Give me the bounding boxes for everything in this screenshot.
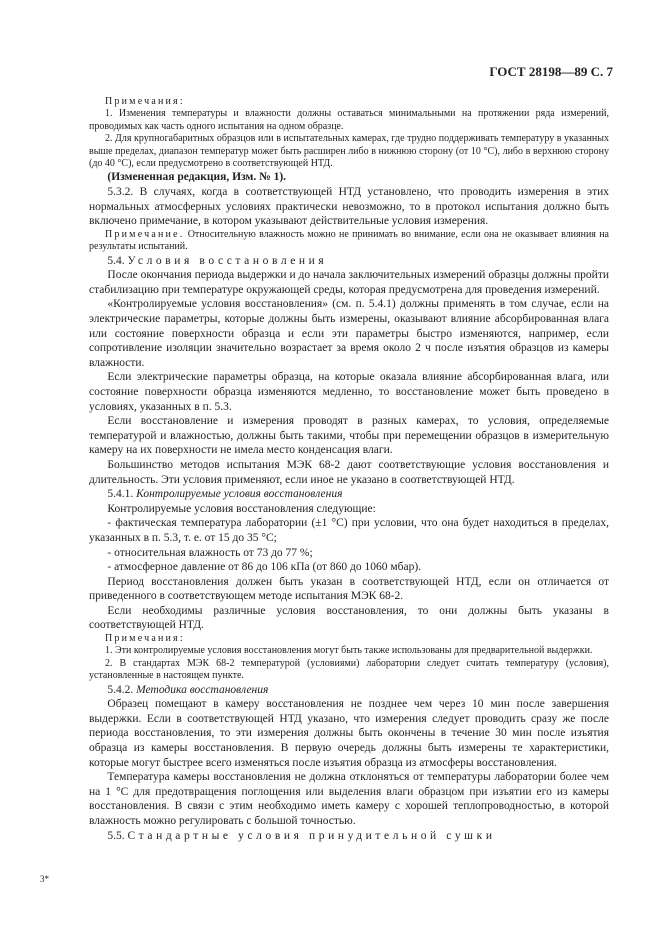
paragraph: Контролируемые условия восстановления следующие: [107,502,376,515]
amendment-note: (Измененная редакция, Изм. № 1). [107,171,287,184]
document-body [89,96,609,843]
paragraph: Большинство методов испытания МЭК 68-2 дают соответствующие условия восстановления и длительность. Эти условия применяют, если иное не указано в соответствующей НТД. [89,458,609,486]
section-number: 5.4.2. [107,683,134,696]
section-title: Контролируемые условия восстановления [136,488,343,501]
section-number: 5.4. [107,254,125,267]
note-item: 2. Для крупногабаритных образцов или в испытательных камерах, где трудно поддерживать температуру в указанных выше пределах, диапазон температур может быть расширен либо в нижнюю сторону (от 10 °С), либо в верхнюю сторону (до 40 °С), если предусмотрено в соответствующей НТД. [89,133,609,170]
note-item: 1. Эти контролируемые условия восстановления могут быть также использованы для предварительной выдержки. [105,645,593,657]
paragraph: «Контролируемые условия восстановления» (см. п. 5.4.1) должны применять в том случае, если на электрические параметры, которые должны быть измерены, оказывают влияние абсорбированная влага или состояние поверхности образца и если эти параметры быстро изменяются, например, если сопротивление изоляции значительно возрастает за время около 2 ч после изъятия образцов из камеры влажности. [89,298,609,369]
note-label: Примечание. [105,228,185,240]
note-text: Относительную влажность можно не принимать во внимание, если она не оказывает влияния на результаты испытаний. [89,228,609,253]
note-paragraph [89,229,609,254]
paragraph: Если необходимы различные условия восстановления, то они должны быть указаны в соответствующей НТД. [89,604,609,632]
section-title: Условия восстановления [127,254,328,267]
section-heading-5-4-2 [89,683,609,698]
section-number: 5.5. [107,829,125,842]
paragraph: Если восстановление и измерения проводят в разных камерах, то условия, определяемые температурой и влажностью, должны быть такими, чтобы при перемещении образцов в измерительную камеру на их поверхности не имела место конденсация влаги. [89,415,609,457]
list-item: - относительная влажность от 73 до 77 %; [107,546,313,559]
section-title: Стандартные условия принудительной сушки [127,829,496,842]
list-item: - фактическая температура лаборатории (±1 °С) при условии, что она будет находиться в пределах, указанных в п. 5.3, т. е. от 15 до 35 °С; [89,517,609,544]
page-header: ГОСТ 28198—89 С. 7 [489,64,613,79]
paragraph: Период восстановления должен быть указан в соответствующей НТД, если он отличается от приведенного в соответствующем методе испытания МЭК 68-2. [89,575,609,603]
notes-label: Примечания: [105,633,185,645]
note-item: 2. В стандартах МЭК 68-2 температурой (условиями) лаборатории следует считать температуру (условия), установленные в настоящем пункте. [89,657,609,682]
paragraph: После окончания периода выдержки и до начала заключительных измерений образцы должны пройти стабилизацию при температуре окружающей среды, которая предусмотрена для проведения измерений. [89,269,609,296]
paragraph-5-3-2: 5.3.2. В случаях, когда в соответствующей НТД установлено, что проводить измерения в этих нормальных атмосферных условиях практически невозможно, то в протокол испытания должно быть включено примечание, в котором указывают действительные условия измерения. [89,186,609,228]
note-item: 1. Изменения температуры и влажности должны оставаться минимальными на протяжении ряда измерений, проводимых как часть одного испытания на одном образце. [89,108,609,132]
section-title: Методика восстановления [136,683,269,696]
section-heading-5-4 [89,254,609,269]
notes-label: Примечания: [105,96,185,107]
list-item: - атмосферное давление от 86 до 106 кПа (от 860 до 1060 мбар). [107,561,422,574]
section-heading-5-5 [89,829,609,844]
paragraph: Образец помещают в камеру восстановления не позднее чем через 10 мин после завершения выдержки. Если в соответствующей НТД указано, что измерения следует проводить сразу же после периода восстановления, то эти измерения должны быть окончены в течение 30 мин после изъятия образца из камеры восстановления. В первую очередь должны быть измерены те характеристики, которые могут быстрее всего изменяться после изъятия образца из атмосферы восстановления. [89,698,609,769]
section-number: 5.4.1. [107,488,134,501]
section-heading-5-4-1 [89,487,609,502]
paragraph: Температура камеры восстановления не должна отклоняться от температуры лаборатории более чем на 1 °С для предотвращения поглощения или выделения влаги образцом при изъятии его из камеры восстановления. В связи с этим необходимо иметь камеру с хорошей теплопроводностью, в которой влажность можно регулировать с большой точностью. [89,771,609,828]
paragraph: Если электрические параметры образца, на которые оказала влияние абсорбированная влага, или состояние поверхности образца изменяются медленно, то восстановление может быть проведено в условиях, указанных в п. 5.3. [89,371,609,413]
page-footer-mark: 3* [40,874,49,884]
